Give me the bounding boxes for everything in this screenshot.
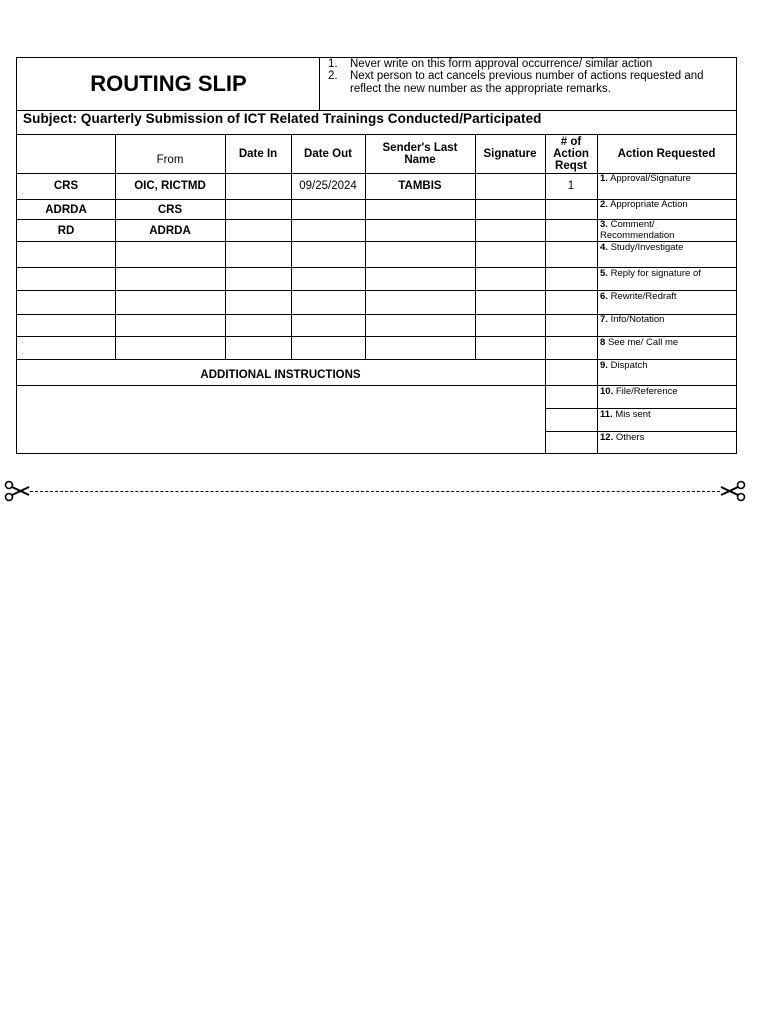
action-label: Study/Investigate [610, 242, 684, 253]
action-label: Reply for signature of [610, 268, 701, 279]
note-text: Never write on this form approval occurrence/ similar action [350, 58, 653, 70]
action-label: Dispatch [610, 360, 648, 371]
subject-line: Subject: Quarterly Submission of ICT Related Trainings Conducted/Participated [23, 111, 542, 126]
row-to[interactable]: CRS [53, 180, 79, 192]
divider [475, 135, 476, 360]
form-notes [320, 58, 738, 110]
action-number: 8 [600, 337, 606, 348]
action-label: File/Reference [615, 386, 678, 397]
action-item: 1. Approval/Signature [600, 173, 691, 184]
action-number: 1 [600, 173, 606, 184]
action-number: 11 [600, 409, 611, 420]
row-sender[interactable] [365, 200, 475, 219]
action-label: Approval/Signature [610, 173, 691, 184]
action-number: 10 [600, 386, 611, 397]
action-item: 11. Mis sent [600, 409, 651, 420]
action-label: Comment/ Recommendation [600, 219, 675, 241]
row-date-out[interactable]: 09/25/2024 [299, 180, 357, 192]
action-number: 3 [600, 219, 606, 230]
action-number: 7 [600, 314, 606, 325]
row-signature[interactable] [475, 200, 545, 219]
action-item [600, 337, 732, 348]
action-number: 9 [600, 360, 606, 371]
row-date-in[interactable] [225, 200, 291, 219]
action-item: 4. Study/Investigate [600, 242, 684, 253]
action-number: 6 [600, 291, 606, 302]
row-action-count[interactable] [545, 220, 597, 241]
row-signature[interactable] [475, 220, 545, 241]
row-action-count[interactable]: 1 [567, 180, 575, 192]
header-date-in: Date In [238, 148, 278, 160]
divider [17, 290, 597, 291]
action-item: 3. Comment/ Recommendation [600, 219, 675, 241]
action-number: 12 [600, 432, 611, 443]
action-label: Appropriate Action [610, 199, 688, 210]
row-signature[interactable] [475, 174, 545, 198]
form-title: ROUTING SLIP [90, 71, 247, 96]
note-number: 2. [328, 70, 338, 82]
divider [365, 135, 366, 360]
divider [17, 267, 597, 268]
action-label: Rewrite/Redraft [610, 291, 677, 302]
row-sender[interactable]: TAMBIS [398, 180, 442, 192]
header-action-count: # of Action Reqst [553, 136, 589, 172]
action-label: Mis sent [615, 409, 651, 420]
action-number: 5 [600, 268, 606, 279]
row-sender[interactable] [365, 220, 475, 241]
row-from[interactable]: CRS [157, 203, 183, 216]
header-sender: Sender's Last Name [382, 142, 458, 166]
divider [597, 135, 598, 453]
header-from: From [156, 154, 184, 166]
row-action-count[interactable] [545, 200, 597, 219]
row-date-in[interactable] [225, 220, 291, 241]
divider [17, 314, 597, 315]
note-text: Next person to act cancels previous number of actions requested and reflect the new number as the appropriate remarks. [350, 70, 704, 95]
divider [545, 431, 597, 432]
additional-instructions-label: ADDITIONAL INSTRUCTIONS [200, 369, 361, 381]
action-label: Others [615, 432, 645, 443]
scissors-icon [720, 480, 746, 502]
row-to[interactable]: ADRDA [45, 203, 87, 216]
divider [17, 336, 597, 337]
routing-slip-form [16, 57, 737, 454]
header-signature: Signature [483, 148, 537, 160]
action-label: See me/ Call me [607, 337, 679, 348]
action-item: 9. Dispatch [600, 360, 648, 371]
action-label: Info/Notation [610, 314, 665, 325]
scissors-icon [4, 480, 30, 502]
action-item: 6. Rewrite/Redraft [600, 291, 677, 302]
row-date-out[interactable] [291, 200, 365, 219]
header-to [17, 135, 115, 173]
row-from[interactable]: ADRDA [149, 224, 191, 237]
row-date-in[interactable] [225, 174, 291, 198]
divider [17, 359, 597, 360]
additional-instructions-area[interactable] [17, 386, 544, 453]
action-item: 12. Others [600, 432, 645, 443]
note-item [328, 70, 710, 96]
action-item: 10. File/Reference [600, 386, 678, 397]
header-action-requested: Action Requested [617, 148, 716, 160]
row-date-out[interactable] [291, 220, 365, 241]
divider [17, 241, 597, 242]
action-number: 2 [600, 199, 606, 210]
divider [225, 135, 226, 360]
note-number: 1. [328, 58, 338, 70]
divider [545, 408, 597, 409]
action-number: 4 [600, 242, 606, 253]
row-to[interactable]: RD [57, 224, 75, 237]
action-item: 5. Reply for signature of [600, 268, 701, 279]
action-item: 2. Appropriate Action [600, 199, 688, 210]
divider [291, 135, 292, 360]
action-item: 7. Info/Notation [600, 314, 665, 325]
header-date-out: Date Out [304, 148, 352, 160]
divider [115, 135, 116, 360]
row-from[interactable]: OIC, RICTMD [134, 180, 206, 192]
cut-line [30, 491, 720, 492]
